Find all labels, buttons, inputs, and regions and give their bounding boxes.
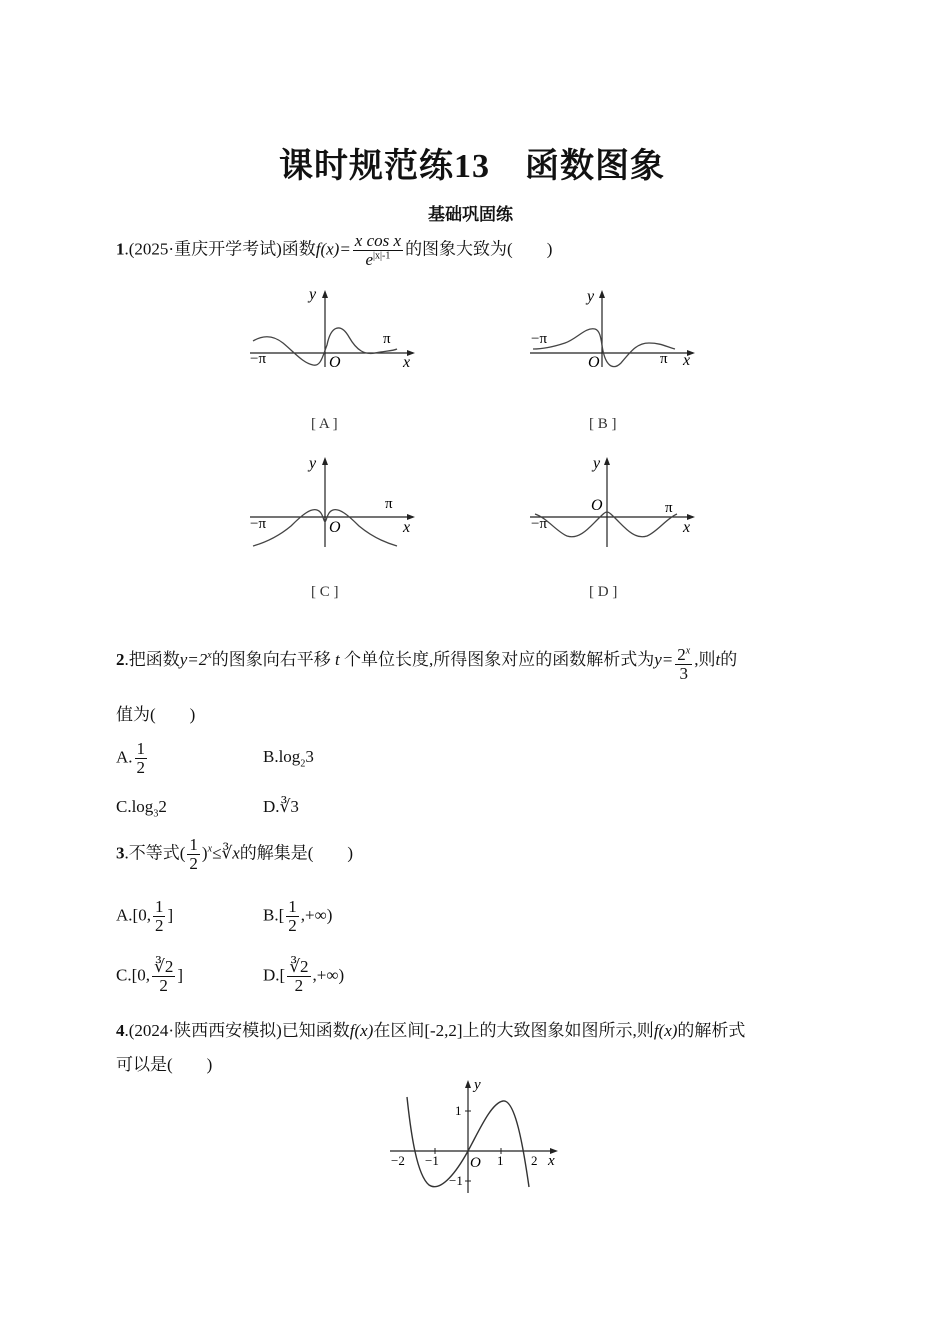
q3-option-b[interactable]: B.[ $\frac{1}{2}$ ,+∞) bbox=[263, 897, 333, 935]
axis-label-x: x bbox=[683, 519, 691, 536]
q3-option-d[interactable]: D.[ $\frac{∛2}{2}$ ,+∞) bbox=[263, 957, 345, 995]
tick-pi: π bbox=[385, 496, 393, 512]
origin-label: O bbox=[588, 354, 600, 371]
axis-label-x: x bbox=[403, 519, 411, 536]
question-4-line2: 可以是( ) bbox=[116, 1055, 213, 1074]
q2-option-b[interactable]: $B.\log_23$ bbox=[263, 747, 314, 770]
tick-neg-pi: −π bbox=[531, 516, 548, 532]
x-tick-2: 2 bbox=[531, 1153, 538, 1168]
y-tick-neg-1: −1 bbox=[449, 1173, 463, 1188]
tick-pi: π bbox=[383, 331, 391, 347]
axis-label-x: x bbox=[683, 352, 691, 369]
tick-neg-pi: −π bbox=[250, 351, 267, 367]
option-b-label: [ B ] bbox=[589, 416, 617, 432]
graph-a bbox=[245, 285, 425, 380]
function-name: f(x)= bbox=[315, 239, 351, 259]
axis-label-y: y bbox=[309, 286, 317, 303]
y-tick-1: 1 bbox=[455, 1103, 462, 1118]
option-c-label: [ C ] bbox=[311, 584, 339, 600]
tick-pi: π bbox=[665, 500, 673, 516]
question-2-line2: 值为( ) bbox=[116, 705, 196, 724]
graph-b bbox=[525, 285, 705, 380]
tick-pi: π bbox=[660, 351, 668, 367]
origin-label: O bbox=[470, 1155, 481, 1171]
axis-label-x: x bbox=[548, 1153, 555, 1169]
q2-option-a[interactable]: A. $\frac{1}{2}$ bbox=[116, 739, 146, 777]
option-a-label: [ A ] bbox=[311, 416, 338, 432]
page-title: 课时规范练13 函数图象 bbox=[279, 148, 665, 185]
x-tick-neg-1: −1 bbox=[425, 1153, 439, 1168]
x-tick-1: 1 bbox=[497, 1153, 504, 1168]
axis-label-x: x bbox=[403, 354, 411, 371]
tick-neg-pi: −π bbox=[250, 516, 267, 532]
q3-option-a[interactable]: A.[0, $\frac{1}{2}$ ] bbox=[116, 897, 174, 935]
question-number: 1 bbox=[116, 239, 125, 259]
axis-label-y: y bbox=[309, 455, 317, 472]
axis-label-y: y bbox=[593, 455, 601, 472]
graph-q4 bbox=[385, 1075, 565, 1200]
origin-label: O bbox=[591, 497, 603, 514]
question-1 bbox=[116, 232, 552, 269]
graph-c bbox=[245, 452, 425, 552]
q2-option-c[interactable]: $C.\log_32$ bbox=[116, 797, 167, 820]
origin-label: O bbox=[329, 354, 341, 371]
x-tick-neg-2: −2 bbox=[391, 1153, 405, 1168]
graph-d bbox=[525, 452, 705, 552]
q3-option-c[interactable]: C.[0, $\frac{∛2}{2}$ ] bbox=[116, 957, 184, 995]
axis-label-y: y bbox=[587, 288, 595, 305]
axis-label-y: y bbox=[474, 1077, 481, 1093]
option-d-label: [ D ] bbox=[589, 584, 618, 600]
question-source: .(2025·重庆开学考试)函数 bbox=[124, 239, 316, 259]
tick-neg-pi: −π bbox=[531, 331, 548, 347]
question-4: 4.(2024·陕西西安模拟)已知函数f(x)在区间[-2,2]上的大致图象如图所示,则f(x)的解析式 bbox=[116, 1021, 746, 1040]
origin-label: O bbox=[329, 519, 341, 536]
section-heading: 基础巩固练 bbox=[428, 205, 513, 224]
question-2: 2.把函数$y=2^x$的图象向右平移 t 个单位长度,所得图象对应的函数解析式为y= $\frac{2^x}{3}$ ,则t的 bbox=[116, 645, 738, 683]
q2-option-d[interactable]: D.∛3 bbox=[263, 797, 299, 816]
question-3: 3.不等式( $\frac{1}{2}$ )$^x$≤∛x的解集是( ) bbox=[116, 835, 354, 873]
fraction: $\frac{\text{x cos x}}{e^{|x|-1}}$ bbox=[354, 231, 402, 269]
question-tail: 的图象大致为( ) bbox=[405, 239, 553, 259]
